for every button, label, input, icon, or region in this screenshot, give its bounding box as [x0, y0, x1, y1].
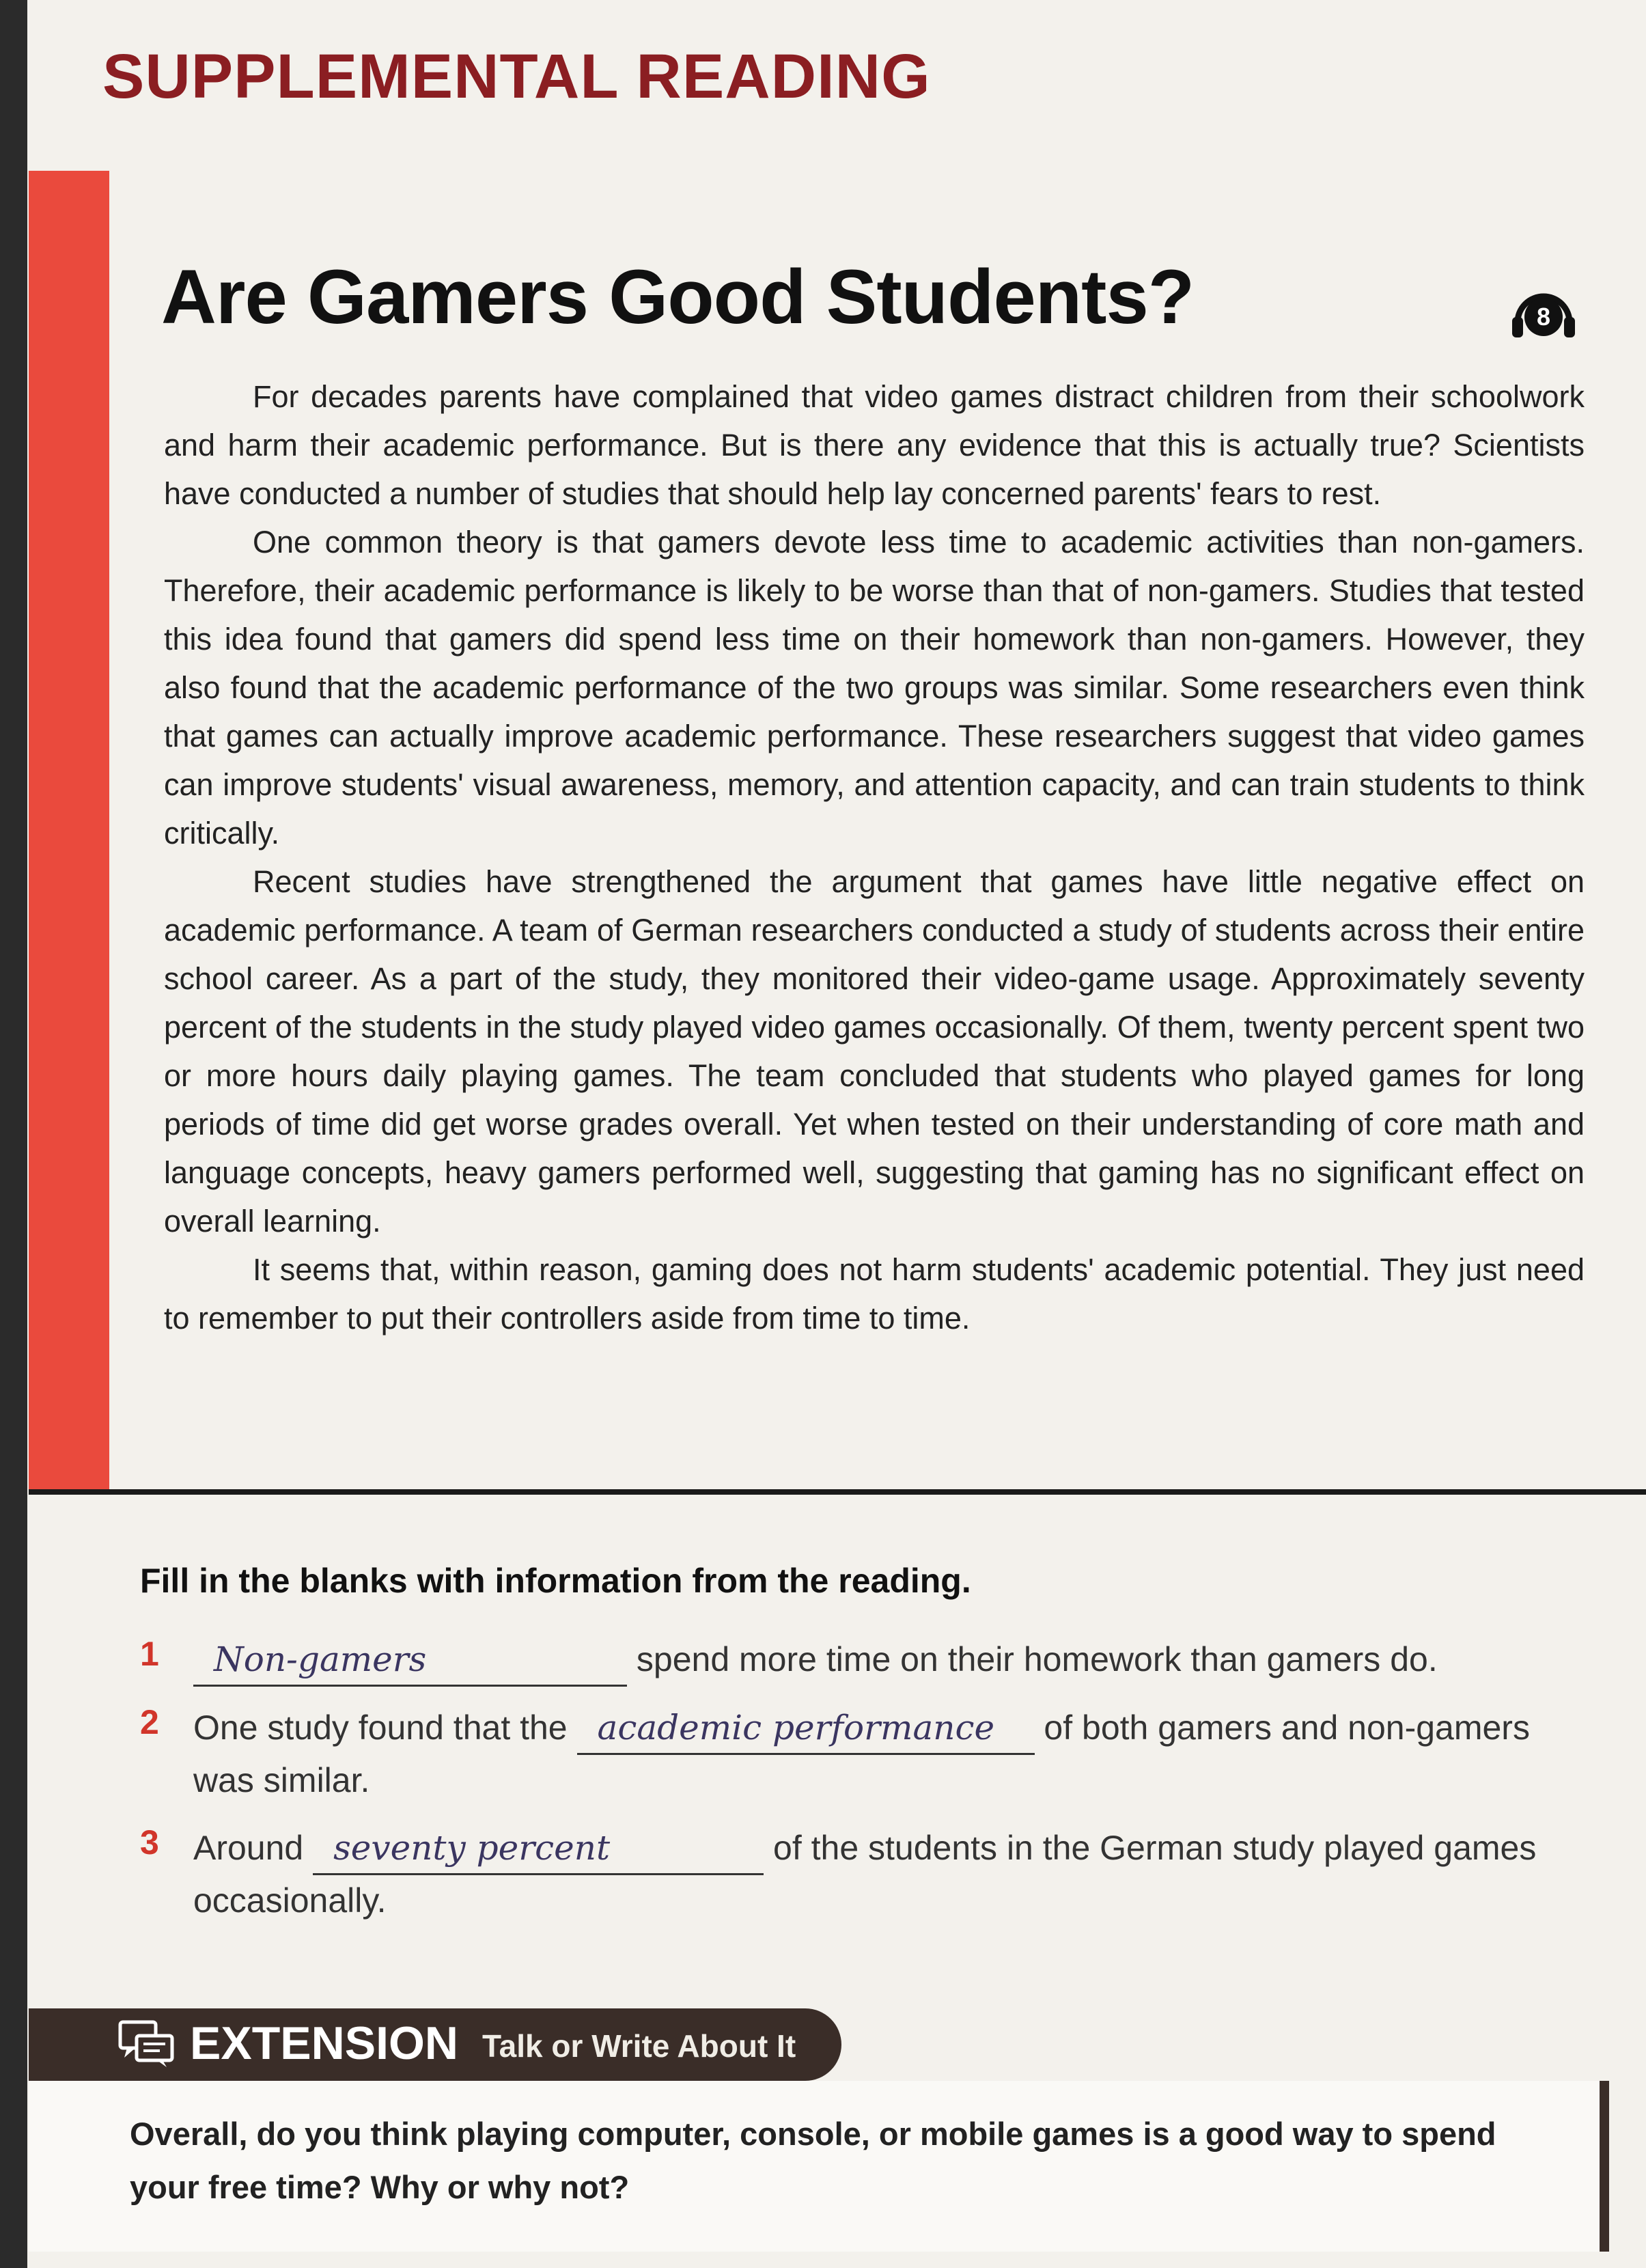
section-title: SUPPLEMENTAL READING	[102, 42, 931, 111]
article-paragraph: Recent studies have strengthened the argument that games have little negative effect on academic performance. A team of German researchers conducted a study of students across their entire school career. As a part of the study, they monitored their video-game usage. Approximately seventy percent of the students in the study played video games occasionally. Of them, twenty percent spent two or more hours daily playing games. The team concluded that students who played games for long periods of time did get worse grades overall. Yet when tested on their understanding of core math and language concepts, heavy gamers performed well, suggesting that gaming has no significant effect on overall learning.	[164, 864, 1585, 1239]
article-title: Are Gamers Good Students?	[161, 254, 1195, 340]
article-paragraph: It seems that, within reason, gaming does not harm students' academic potential. They just need to remember to put their controllers aside from time to time.	[164, 1252, 1585, 1336]
question-number: 2	[140, 1703, 159, 1741]
article-body	[164, 372, 1585, 1342]
extension-subtitle: Talk or Write About It	[482, 2028, 796, 2064]
question-after: of the students in the German study played games occasionally.	[193, 1829, 1537, 1920]
article-paragraph: One common theory is that gamers devote less time to academic activities than non-gamers. Therefore, their academic performance is likely to be worse than that of non-gamers. Studies that tested this idea found that gamers did spend less time on their homework than non-gamers. However, they also found that the academic performance of the two groups was similar. Some researchers even think that games can actually improve academic performance. These researchers suggest that video games can improve students' visual awareness, memory, and attention capacity, and can train students to think critically.	[164, 525, 1585, 850]
question-2	[140, 1702, 1574, 1805]
question-before: One study found that the	[193, 1709, 568, 1747]
question-before: Around	[193, 1829, 304, 1867]
question-3	[140, 1823, 1574, 1925]
article-paragraph: For decades parents have complained that video games distract children from their schoolwork and harm their academic performance. But is there any evidence that this is actually true? Scientists have conducted a number of studies that should help lay concerned parents' fears to rest.	[164, 379, 1585, 511]
speech-bubbles-icon	[117, 2019, 175, 2070]
answer-blank-3[interactable]: seventy percent	[313, 1823, 764, 1875]
question-number: 1	[140, 1635, 159, 1673]
question-1	[140, 1634, 1574, 1689]
page-edge-shadow	[0, 0, 27, 2268]
question-text	[193, 1823, 1559, 1926]
extension-prompt: Overall, do you think playing computer, console, or mobile games is a good way to spend your free time? Why or why not?	[130, 2116, 1496, 2205]
question-number: 3	[140, 1823, 159, 1862]
answer-blank-2[interactable]: academic performance	[577, 1702, 1035, 1755]
extension-label: EXTENSION	[190, 2017, 458, 2069]
audio-track-number: 8	[1536, 303, 1551, 331]
question-after: spend more time on their homework than gamers do.	[636, 1640, 1438, 1678]
exercise-instructions: Fill in the blanks with information from the reading.	[140, 1562, 971, 1600]
question-text	[193, 1634, 1559, 1687]
question-after: of both gamers and non-gamers was similar.	[193, 1709, 1530, 1799]
question-text	[193, 1702, 1559, 1806]
accent-bar	[29, 171, 109, 1489]
answer-blank-1[interactable]: Non-gamers	[193, 1634, 627, 1687]
section-divider	[29, 1489, 1646, 1495]
